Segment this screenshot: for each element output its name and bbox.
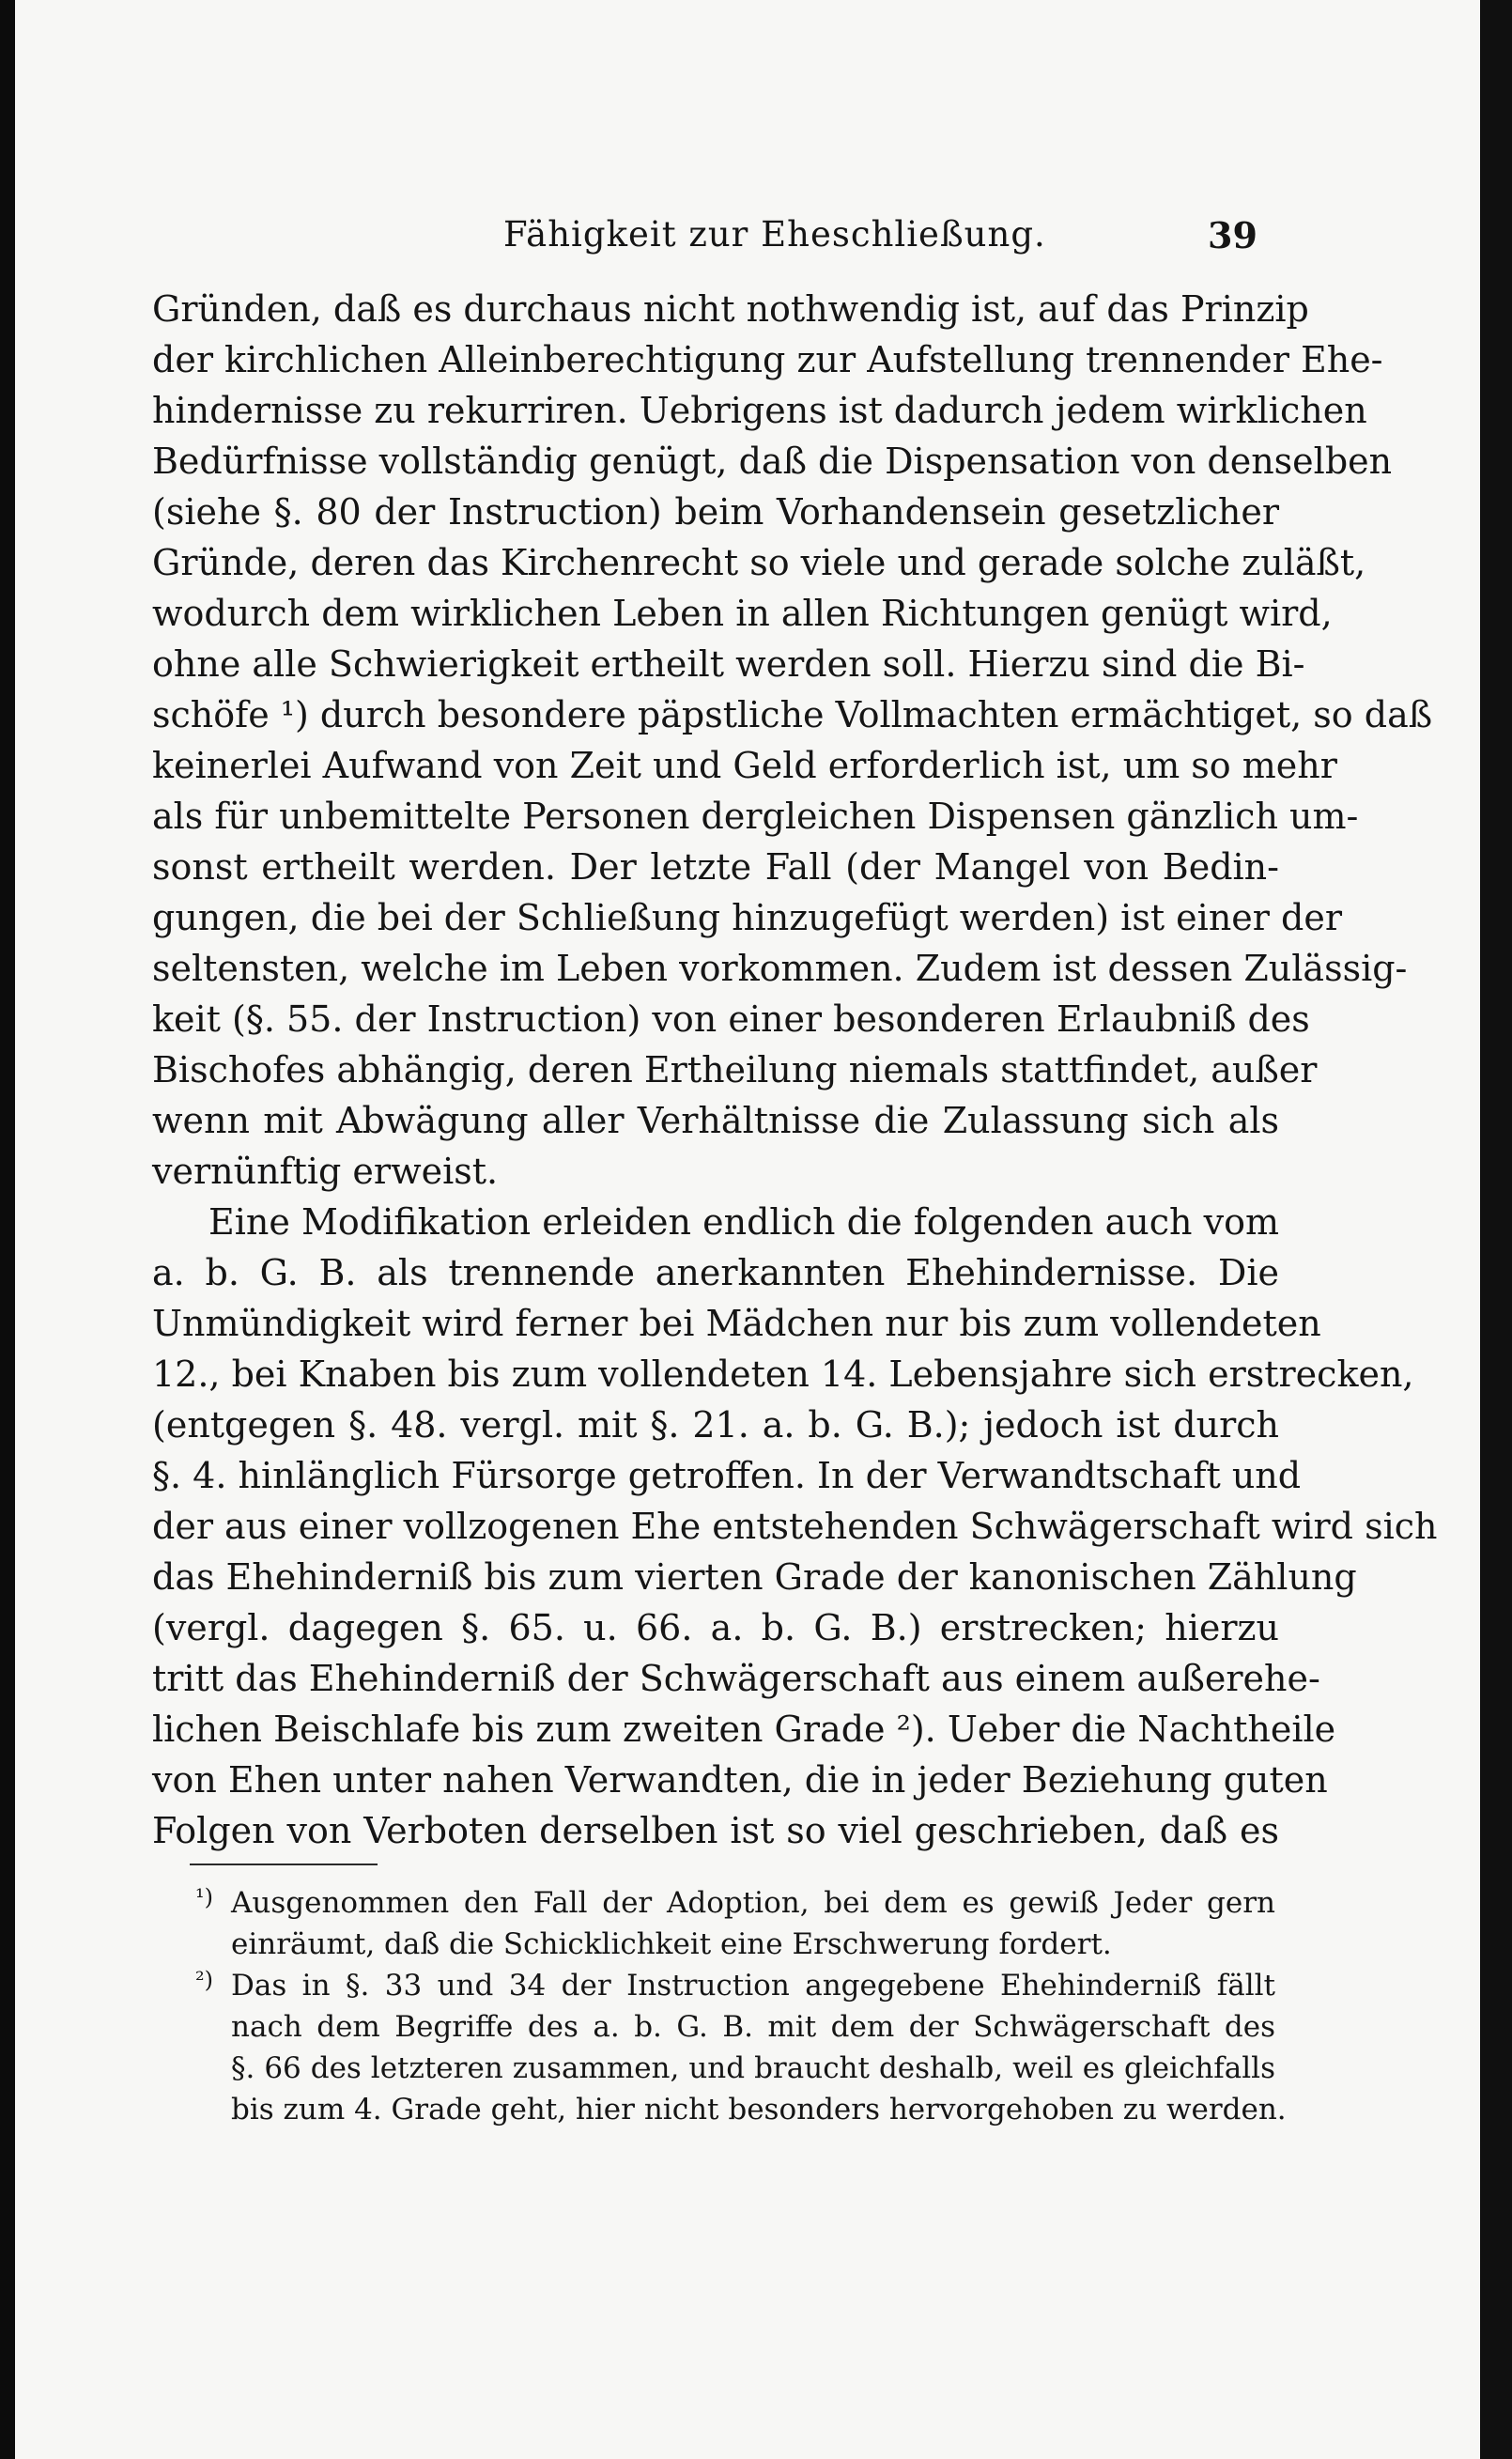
text-line: Gründe, deren das Kirchenrecht so viele und gerade solche zuläßt, — [152, 542, 1366, 583]
footnote-line — [231, 2089, 1287, 2130]
text-line: lichen Beischlafe bis zum zweiten Grade ²). Ueber die Nachtheile — [152, 1709, 1336, 1750]
footnote-marker: ¹) — [195, 1884, 213, 1910]
text-line: 12., bei Knaben bis zum vollendeten 14. Lebensjahre sich erstrecken, — [152, 1353, 1414, 1395]
text-line: wodurch dem wirklichen Leben in allen Richtungen genügt wird, — [152, 593, 1333, 634]
text-line: als für unbemittelte Personen dergleichen Dispensen gänzlich um- — [152, 796, 1359, 837]
text-line: gungen, die bei der Schließung hinzugefügt werden) ist einer der — [152, 897, 1343, 938]
footnote-text: einräumt, daß die Schicklichkeit eine Erschwerung fordert. — [231, 1927, 1112, 1961]
text-line: (entgegen §. 48. vergl. mit §. 21. a. b. G. B.); jedoch ist durch — [152, 1404, 1279, 1446]
footnote-text: §. 66 des letzteren zusammen, und braucht deshalb, weil es gleichfalls — [231, 2051, 1275, 2085]
footnote-text: Ausgenommen den Fall der Adoption, bei dem es gewiß Jeder gern — [231, 1886, 1275, 1920]
footnotes — [195, 1882, 1287, 2130]
footnote-text: Das in §. 33 und 34 der Instruction angegebene Ehehinderniß fällt — [231, 1969, 1275, 2003]
text-line: keit (§. 55. der Instruction) von einer besonderen Erlaubniß des — [152, 998, 1310, 1040]
text-line: von Ehen unter nahen Verwandten, die in jeder Beziehung guten — [152, 1759, 1328, 1801]
running-title: Fähigkeit zur Eheschließung. — [503, 214, 1046, 255]
text-line: tritt das Ehehinderniß der Schwägerschaft aus einem außerehe- — [152, 1658, 1320, 1699]
text-line: ohne alle Schwierigkeit ertheilt werden soll. Hierzu sind die Bi- — [152, 643, 1305, 685]
text-line: Bedürfnisse vollständig genügt, daß die Dispensation von denselben — [152, 441, 1393, 482]
text-line: schöfe ¹) durch besondere päpstliche Vollmachten ermächtiget, so daß — [152, 694, 1433, 735]
body-text — [152, 284, 1438, 1856]
text-line: sonst ertheilt werden. Der letzte Fall (der Mangel von Bedin- — [152, 846, 1279, 888]
page-number: 39 — [1208, 214, 1257, 256]
footnote-text: nach dem Begriffe des a. b. G. B. mit dem der Schwägerschaft des — [231, 2010, 1275, 2044]
text-line: §. 4. hinlänglich Fürsorge getroffen. In der Verwandtschaft und — [152, 1455, 1302, 1496]
text-line: (siehe §. 80 der Instruction) beim Vorhandensein gesetzlicher — [152, 491, 1279, 533]
footnote-line — [231, 2006, 1275, 2048]
footnote-line — [195, 1882, 1275, 1924]
book-page — [15, 0, 1480, 2459]
footnote-line — [195, 1965, 1275, 2006]
text-line: Folgen von Verboten derselben ist so viel geschrieben, daß es — [152, 1810, 1279, 1851]
text-line: vernünftig erweist. — [152, 1151, 499, 1192]
text-line: Bischofes abhängig, deren Ertheilung niemals stattfindet, außer — [152, 1049, 1318, 1090]
text-line: der kirchlichen Alleinberechtigung zur Aufstellung trennender Ehe- — [152, 339, 1383, 380]
footnote-separator — [190, 1864, 378, 1865]
text-line: das Ehehinderniß bis zum vierten Grade der kanonischen Zählung — [152, 1556, 1357, 1598]
text-line: a. b. G. B. als trennende anerkannten Ehehindernisse. Die — [152, 1252, 1279, 1293]
text-line: (vergl. dagegen §. 65. u. 66. a. b. G. B.) erstrecken; hierzu — [152, 1607, 1279, 1648]
text-line: hindernisse zu rekurriren. Uebrigens ist dadurch jedem wirklichen — [152, 390, 1367, 431]
text-line: seltensten, welche im Leben vorkommen. Zudem ist dessen Zulässig- — [152, 948, 1408, 989]
footnote-line — [231, 1924, 1275, 1965]
footnote-text: bis zum 4. Grade geht, hier nicht besonders hervorgehoben zu werden. — [231, 2093, 1287, 2126]
page-header — [15, 214, 1480, 261]
text-line: wenn mit Abwägung aller Verhältnisse die Zulassung sich als — [152, 1100, 1279, 1141]
scan-right-edge — [1480, 0, 1512, 2459]
scan-left-edge — [0, 0, 15, 2459]
text-line: der aus einer vollzogenen Ehe entstehenden Schwägerschaft wird sich — [152, 1506, 1438, 1547]
text-line: Eine Modifikation erleiden endlich die folgenden auch vom — [208, 1201, 1279, 1243]
text-line: Unmündigkeit wird ferner bei Mädchen nur bis zum vollendeten — [152, 1303, 1321, 1344]
footnote-line — [231, 2048, 1275, 2089]
text-line: Gründen, daß es durchaus nicht nothwendig ist, auf das Prinzip — [152, 288, 1309, 330]
footnote-marker: ²) — [195, 1967, 213, 1993]
text-line: keinerlei Aufwand von Zeit und Geld erforderlich ist, um so mehr — [152, 745, 1337, 786]
